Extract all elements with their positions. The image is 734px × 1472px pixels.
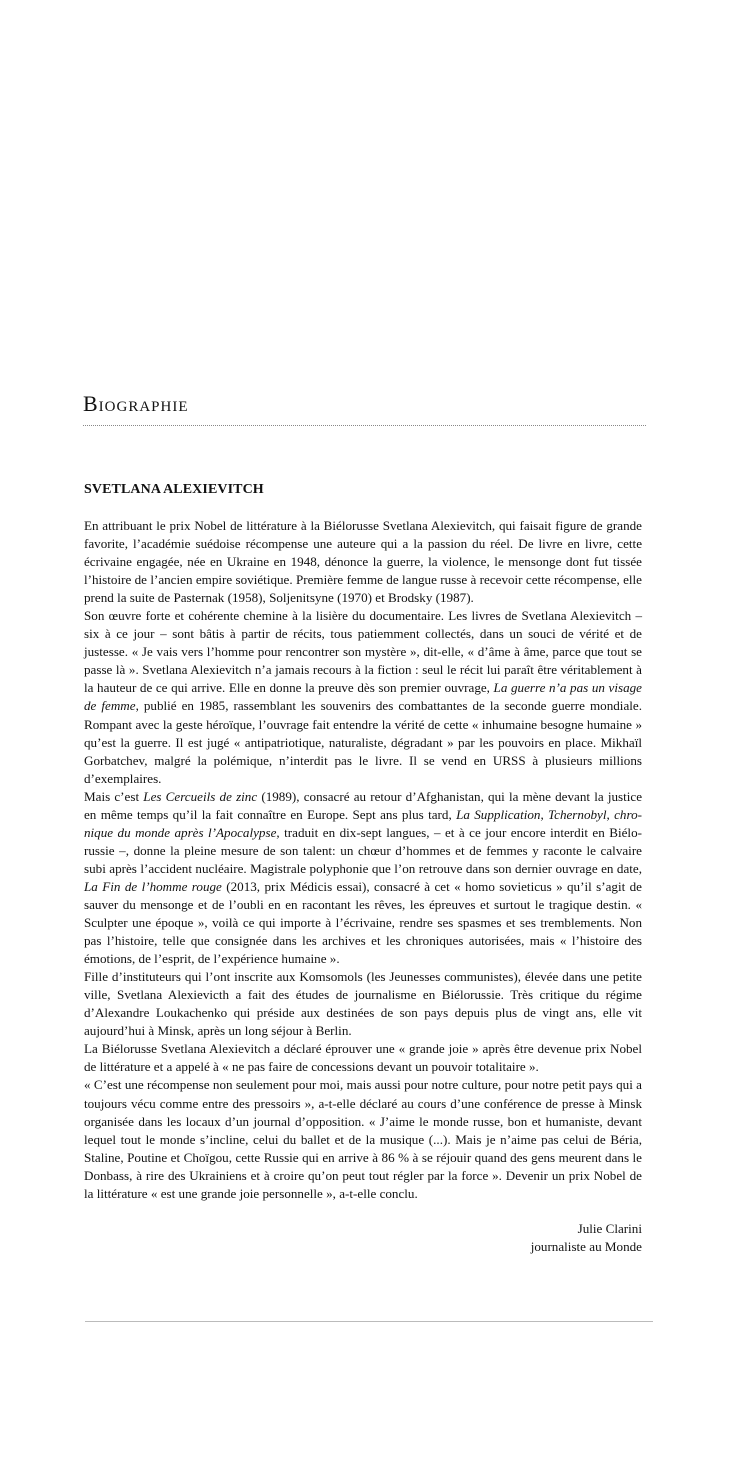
book-title: La Fin de l’homme rouge <box>84 878 222 894</box>
footer-divider <box>85 1321 653 1322</box>
signature <box>531 1220 642 1256</box>
text-run: traduit en dix-sept langues, – et à ce jour encore interdit en Biélorussie –, donne la pleine mesure de son talent: un chœur d’hommes et de femmes y raconte le calvaire subi après l’accident nucléaire. Magistrale polyphonie que l’on retrouve dans son dernier ouvrage en date, <box>84 824 642 876</box>
section-title: Biographie <box>83 391 189 416</box>
text-run: Son œuvre forte et cohérente chemine à la lisière du documentaire. Les livres de Svetlana Alexievitch – six à ce jour – sont bâtis à partir de récits, tous patiemment collectés, dans un souci de vérité et de justesse. « Je vais vers l’homme pour rencontrer son mystère », dit-elle, « d’âme à âme, parce que tout se passe là ». Svetlana Alexievitch n’a jamais recours à la fiction : seul le récit lui paraît être véritablement à la hauteur de ce qui arrive. Elle en donne la preuve dès son premier ouvrage, <box>84 608 642 696</box>
book-title: La Supplication, Tchernobyl, chronique du monde après l’Apocalypse, <box>84 806 643 840</box>
article-body <box>84 517 642 1203</box>
signature-role: journaliste au Monde <box>530 1239 642 1254</box>
book-title: La guerre n’a pas un visage de femme <box>84 680 642 714</box>
text-run: La Biélorusse Svetlana Alexievitch a déclaré éprouver une « grande joie » après être devenue prix Nobel de littérature et a appelé à « ne pas faire de concessions devant un pouvoir totalitaire ». <box>84 1041 642 1075</box>
signature-author: Julie Clarini <box>577 1221 642 1236</box>
paragraph <box>84 1040 642 1076</box>
text-run: Fille d’instituteurs qui l’ont inscrite aux Komsomols (les Jeunesses communistes), élevée dans une petite ville, Svetlana Alexievicth a fait des études de journalisme en Biélorussie. Très critique du régime d’Alexandre Loukachenko qui préside aux destinées de son pays depuis plus de vingt ans, elle vit aujourd’hui à Minsk, après un long séjour à Berlin. <box>84 969 642 1039</box>
text-run: (2013, prix Médicis essai), consacré à cet « homo sovieticus » qu’il s’agit de sauver du mensonge et de l’oubli en en racontant les rêves, les épreuves et surtout le tragique destin. « Sculpter une époque », voilà ce qui importe à l’écrivaine, rendre ses spasmes et ses tremblements. Non pas l’histoire, telle que consignée dans les archives et les chroniques autorisées, mais « l’histoire des émotions, de l’esprit, de l’expérience humaine ». <box>84 878 642 967</box>
book-title: Les Cercueils de zinc <box>143 788 258 804</box>
text-run: (1989), consacré au retour d’Afghanistan, qui la mène devant la justice en même temps qu’il la fait connaître en Europe. Sept ans plus tard, <box>84 788 643 822</box>
paragraph <box>84 968 642 1040</box>
paragraph <box>84 607 642 787</box>
text-run: , publié en 1985, rassemblant les souvenirs des combattantes de la seconde guerre mondiale. Rompant avec la geste héroïque, l’ouvrage fait entendre la vérité de cette « inhumaine besogne humaine » qu’est la guerre. Il est jugé « antipatriotique, naturaliste, dégradant » par les pouvoirs en place. Mikhaïl Gorbatchev, malgré la polémique, n’interdit pas le livre. Il se vend en URSS à plusieurs millions d’exemplaires. <box>84 698 642 786</box>
text-run: Mais c’est <box>84 788 144 804</box>
text-run: « C’est une récompense non seulement pour moi, mais aussi pour notre culture, pour notre petit pays qui a toujours vécu comme entre des pressoirs », a-t-elle déclaré au cours d’une conférence de presse à Minsk organisée dans les locaux d’un journal d’opposition. « J’aime le monde russe, bon et humaniste, devant lequel tout le monde s’incline, celui du ballet et de la musique (...). Mais je n’aime pas celui de Béria, Staline, Poutine et Choïgou, cette Russie qui en arrive à 86 % à se réjouir quand des gens meurent dans le Donbass, à rire des Ukrainiens et à croire qu’on peut tout régler par la force ». Devenir un prix Nobel de la littérature « est une grande joie personnelle », a-t-elle conclu. <box>84 1077 642 1201</box>
text-run: En attribuant le prix Nobel de littérature à la Biélorusse Svetlana Alexievitch, qui faisait figure de grande favorite, l’académie suédoise récompense une auteure qui a la passion du réel. De livre en livre, cette écrivaine engagée, née en Ukraine en 1948, dénonce la guerre, la violence, le mensonge dont fut tissée l’histoire de l’ancien empire soviétique. Première femme de langue russe à recevoir cette récompense, elle prend la suite de Pasternak (1958), Soljenitsyne (1970) et Brodsky (1987). <box>84 518 642 606</box>
section-divider <box>83 425 646 426</box>
subject-name: SVETLANA ALEXIEVITCH <box>84 482 264 497</box>
paragraph <box>84 517 642 607</box>
paragraph <box>84 788 642 968</box>
paragraph <box>84 1076 642 1202</box>
